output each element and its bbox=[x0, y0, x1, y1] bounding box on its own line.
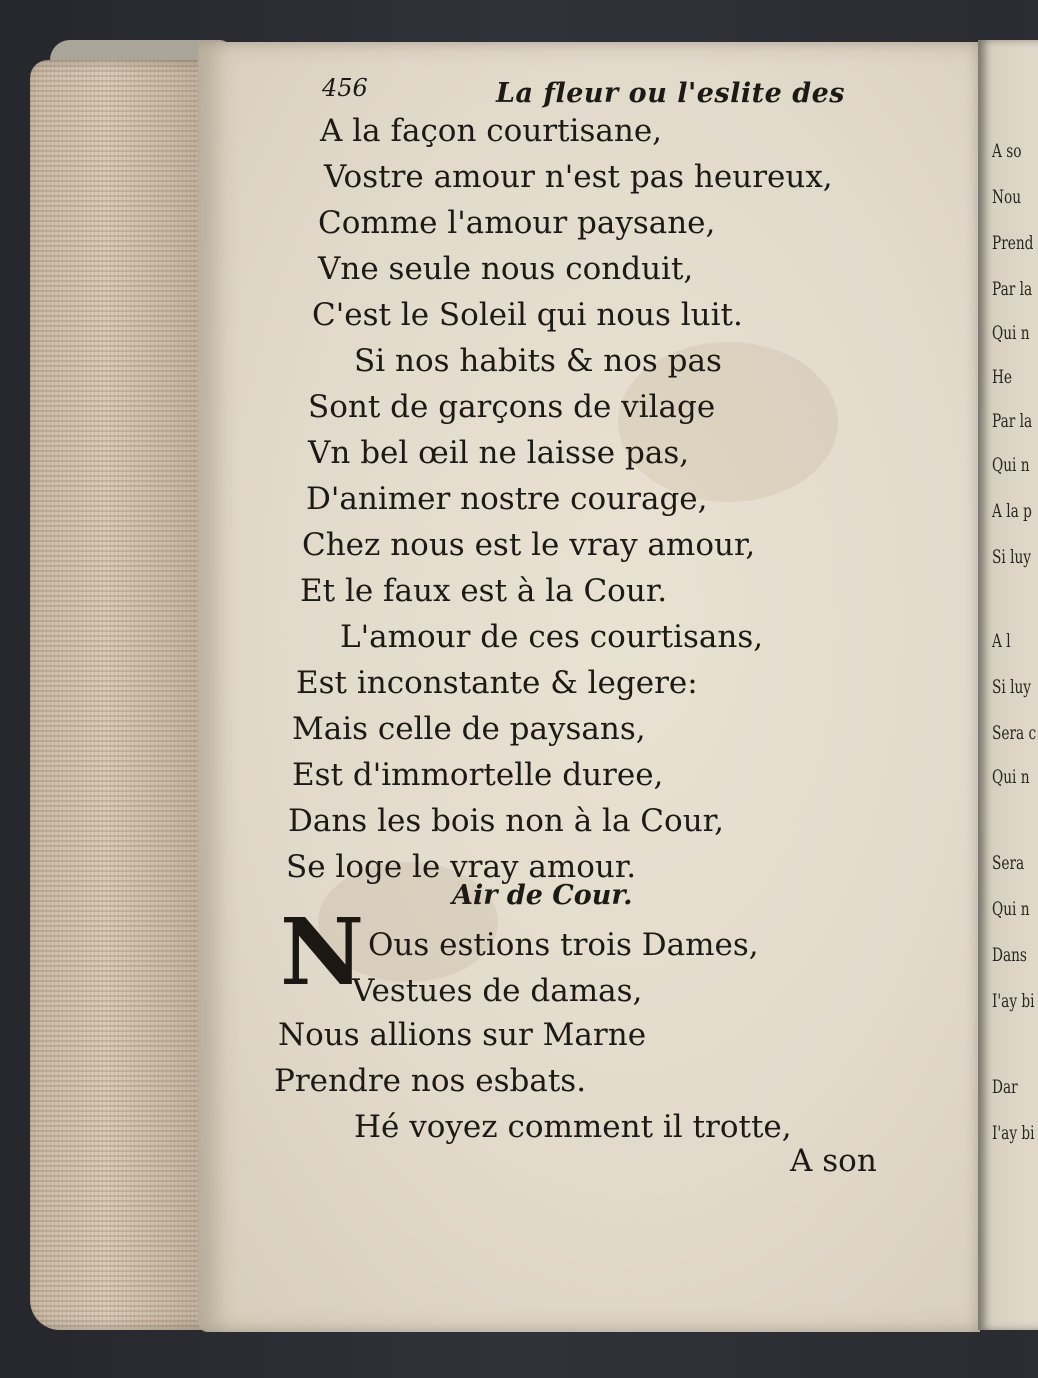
verse-line: Vestues de damas, bbox=[352, 973, 643, 1009]
verse-line: A la façon courtisane, bbox=[320, 113, 663, 149]
verse-line: Si nos habits & nos pas bbox=[354, 343, 722, 379]
facing-page-fragment: Qui n bbox=[992, 322, 1030, 344]
facing-page-fragment: Sera c bbox=[992, 722, 1037, 744]
verse-line: Nous allions sur Marne bbox=[278, 1017, 647, 1053]
drop-cap-letter: N bbox=[280, 898, 365, 1006]
verse-line: D'animer nostre courage, bbox=[306, 481, 708, 517]
running-title: La fleur ou l'eslite des bbox=[496, 78, 845, 109]
facing-page-fragment: Par la bbox=[992, 278, 1033, 300]
verse-line: C'est le Soleil qui nous luit. bbox=[312, 297, 743, 333]
facing-page-fragment: A la p bbox=[992, 500, 1032, 522]
facing-page-fragment: Par la bbox=[992, 410, 1033, 432]
facing-page-fragment: Dans bbox=[992, 944, 1027, 966]
verse-line: Prendre nos esbats. bbox=[274, 1063, 587, 1099]
verse-line: Vne seule nous conduit, bbox=[318, 251, 694, 287]
verse-line: L'amour de ces courtisans, bbox=[340, 619, 764, 655]
verse-line: Et le faux est à la Cour. bbox=[300, 573, 668, 609]
page-number: 456 bbox=[322, 74, 368, 102]
verse-line: Comme l'amour paysane, bbox=[318, 205, 716, 241]
facing-page-fragment: I'ay bi bbox=[992, 1122, 1035, 1144]
verse-line: Mais celle de paysans, bbox=[292, 711, 646, 747]
facing-page-fragment: He bbox=[992, 366, 1013, 388]
facing-page-fragment: A l bbox=[992, 630, 1011, 652]
verse-line: Ous estions trois Dames, bbox=[368, 927, 759, 963]
catchword: A son bbox=[790, 1143, 877, 1179]
facing-page-fragment: Sera bbox=[992, 852, 1025, 874]
verse-line: Est inconstante & legere: bbox=[296, 665, 698, 701]
facing-page-fragment: Si luy bbox=[992, 546, 1032, 568]
verse-line: Vn bel œil ne laisse pas, bbox=[308, 435, 690, 471]
verse-line: Dans les bois non à la Cour, bbox=[288, 803, 724, 839]
verse-line: Se loge le vray amour. bbox=[286, 849, 637, 885]
facing-page-fragment: Si luy bbox=[992, 676, 1032, 698]
verse-line: Vostre amour n'est pas heureux, bbox=[324, 159, 833, 195]
facing-page-fragment: Qui n bbox=[992, 898, 1030, 920]
verse-line: Chez nous est le vray amour, bbox=[302, 527, 756, 563]
verse-line: Hé voyez comment il trotte, bbox=[354, 1109, 792, 1145]
facing-page-fragment: Dar bbox=[992, 1076, 1018, 1098]
section-title: Air de Cour. bbox=[452, 880, 633, 911]
facing-page-fragment: A so bbox=[992, 140, 1022, 162]
facing-page-fragment: Nou bbox=[992, 186, 1022, 208]
facing-page-fragment: Qui n bbox=[992, 454, 1030, 476]
verse-line: Est d'immortelle duree, bbox=[292, 757, 664, 793]
book-page-edges bbox=[30, 60, 220, 1330]
facing-page-fragment: I'ay bi bbox=[992, 990, 1035, 1012]
facing-page-fragment: Qui n bbox=[992, 766, 1030, 788]
verse-line: Sont de garçons de vilage bbox=[308, 389, 716, 425]
facing-page-fragment: Prend bbox=[992, 232, 1034, 254]
